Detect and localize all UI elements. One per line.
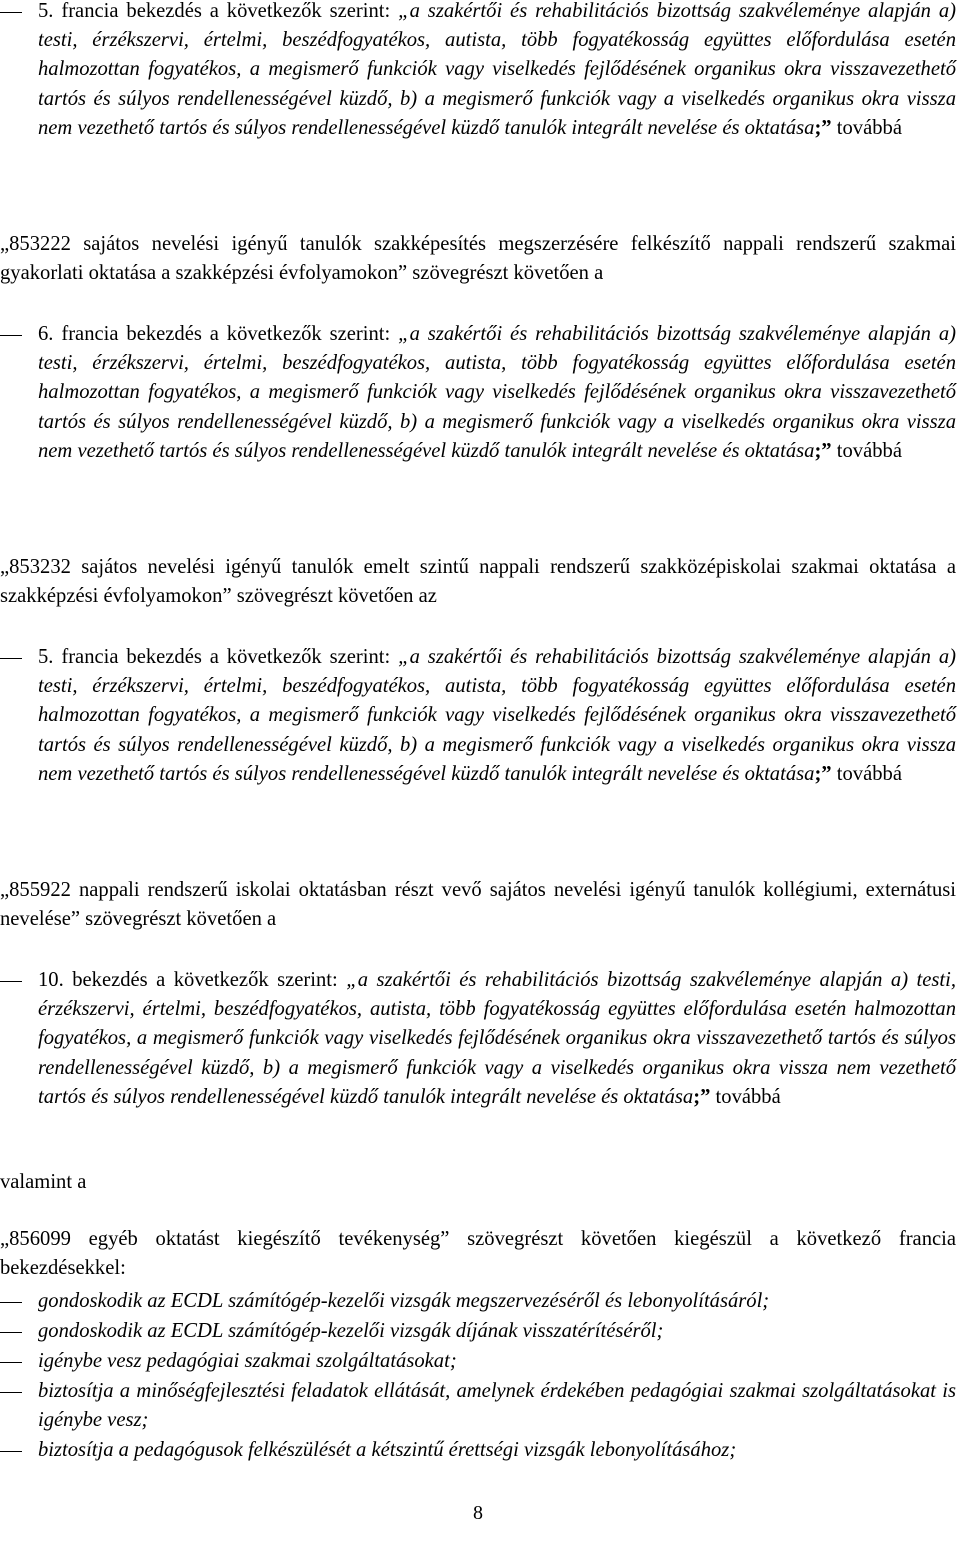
section-intro: „855922 nappali rendszerű iskolai oktatásban részt vevő sajátos nevelési igényű tanulók kollégiumi, externátusi nevelése” szövegrészt követően a [0, 879, 956, 931]
quote-close: ;” [814, 762, 832, 785]
dash-bullet [0, 1451, 22, 1452]
amendment-label: 5. francia bekezdés a következők szerint: [38, 0, 391, 22]
section-intro: „853232 sajátos nevelési igényű tanulók emelt szintű nappali rendszerű szakközépiskolai szakmai oktatása a szakképzési évfolyamokon” szövegrészt követően az [0, 556, 956, 608]
amendment-text [38, 966, 956, 1112]
bullet-text: gondoskodik az ECDL számítógép-kezelői vizsgák díjának visszatérítéséről; [38, 1320, 664, 1342]
dash-bullet [0, 658, 22, 659]
final-intro: „856099 egyéb oktatást kiegészítő tevékenység” szövegrészt követően kiegészül a következő francia bekezdésekkel: [0, 1228, 956, 1280]
dash-bullet [0, 335, 22, 336]
quoted-text: a szakértői és rehabilitációs bizottság szakvéleménye alapján a) testi, érzékszervi, értelmi, beszédfogyatékos, autista, több fogyatékosság együttes előfordulása esetén halmozottan fogyatékos, a megismerő funkciók vagy viselkedés fejlődésének organikus okra visszavezethető tartós és súlyos rendellenességével küzdő, b) a megismerő funkciók vagy a viselkedés organikus okra vissza nem vezethető tartós és súlyos rendellenességével küzdő tanulók integrált nevelése és oktatása [38, 969, 956, 1108]
bullet-item [0, 1436, 956, 1465]
quote-open: „ [398, 0, 410, 22]
amendment-text [38, 0, 956, 143]
bullet-item [0, 1287, 956, 1316]
dash-bullet [0, 1392, 22, 1393]
amendment-label: 6. francia bekezdés a következők szerint: [38, 323, 391, 345]
dash-bullet [0, 1302, 22, 1303]
section-intro: „853222 sajátos nevelési igényű tanulók szakképesítés megszerzésére felkészítő nappali rendszerű szakmai gyakorlati oktatása a szakképzési évfolyamokon” szövegrészt követően a [0, 233, 956, 285]
quoted-text: a szakértői és rehabilitációs bizottság szakvéleménye alapján a) testi, érzékszervi, értelmi, beszédfogyatékos, autista, több fogyatékosság együttes előfordulása esetén halmozottan fogyatékos, a megismerő funkciók vagy viselkedés fejlődésének organikus okra visszavezethető tartós és súlyos rendellenességével küzdő, b) a megismerő funkciók vagy a viselkedés organikus okra vissza nem vezethető tartós és súlyos rendellenességével küzdő tanulók integrált nevelése és oktatása [38, 646, 956, 785]
amendment-item [0, 966, 956, 1112]
amendment-item [0, 0, 956, 143]
page-number: 8 [473, 1502, 483, 1524]
bullet-item [0, 1347, 956, 1376]
bullet-text: biztosítja a minőségfejlesztési feladatok ellátását, amelynek érdekében pedagógiai szakmai szolgáltatásokat is igénybe vesz; [38, 1380, 956, 1432]
quote-close: ;” [814, 439, 832, 462]
amendment-text [38, 643, 956, 789]
bullet-text: igénybe vesz pedagógiai szakmai szolgáltatásokat; [38, 1350, 457, 1372]
bullet-item [0, 1377, 956, 1435]
dash-bullet [0, 981, 22, 982]
bullet-text: biztosítja a pedagógusok felkészülését a kétszintű érettségi vizsgák lebonyolításához; [38, 1439, 737, 1461]
dash-bullet [0, 1362, 22, 1363]
amendment-text [38, 320, 956, 466]
amendment-tail: továbbá [836, 762, 902, 785]
amendment-item [0, 643, 956, 789]
bullet-text: gondoskodik az ECDL számítógép-kezelői vizsgák megszervezéséről és lebonyolításáról; [38, 1290, 770, 1312]
amendment-label: 5. francia bekezdés a következők szerint: [38, 646, 391, 668]
quote-open: „ [398, 323, 410, 345]
quoted-text: a szakértői és rehabilitációs bizottság szakvéleménye alapján a) testi, érzékszervi, értelmi, beszédfogyatékos, autista, több fogyatékosság együttes előfordulása esetén halmozottan fogyatékos, a megismerő funkciók vagy viselkedés fejlődésének organikus okra visszavezethető tartós és súlyos rendellenességével küzdő, b) a megismerő funkciók vagy a viselkedés organikus okra vissza nem vezethető tartós és súlyos rendellenességével küzdő tanulók integrált nevelése és oktatása [38, 0, 956, 139]
quote-open: „ [346, 969, 358, 991]
dash-bullet [0, 12, 22, 13]
quoted-text: a szakértői és rehabilitációs bizottság szakvéleménye alapján a) testi, érzékszervi, értelmi, beszédfogyatékos, autista, több fogyatékosság együttes előfordulása esetén halmozottan fogyatékos, a megismerő funkciók vagy viselkedés fejlődésének organikus okra visszavezethető tartós és súlyos rendellenességével küzdő, b) a megismerő funkciók vagy a viselkedés organikus okra vissza nem vezethető tartós és súlyos rendellenességével küzdő tanulók integrált nevelése és oktatása [38, 323, 956, 462]
valamint-text: valamint a [0, 1171, 87, 1193]
amendment-item [0, 320, 956, 466]
dash-bullet [0, 1332, 22, 1333]
amendment-tail: továbbá [836, 439, 902, 462]
amendment-tail: továbbá [836, 116, 902, 139]
amendment-tail: továbbá [715, 1085, 781, 1108]
quote-open: „ [398, 646, 410, 668]
quote-close: ;” [814, 116, 832, 139]
amendment-label: 10. bekezdés a következők szerint: [38, 969, 338, 991]
quote-close: ;” [693, 1085, 711, 1108]
bullet-item [0, 1317, 956, 1346]
